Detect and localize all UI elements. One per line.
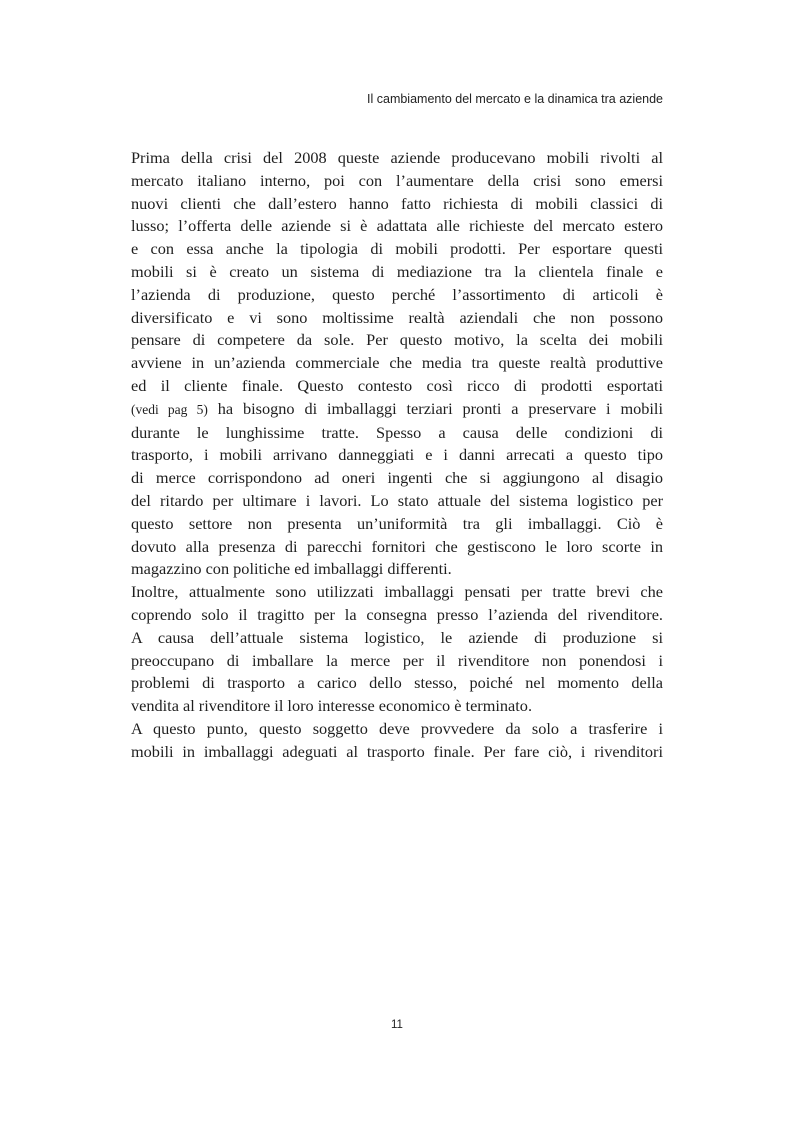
text-line: mobili in imballaggi adeguati al trasporto finale. Per fare ciò, i rivenditori [131,741,663,761]
text-line: pensare di competere da sole. Per questo motivo, la scelta dei mobili [131,330,663,350]
text-line: magazzino con politiche ed imballaggi differenti. [131,559,452,579]
text-line: preoccupano di imballare la merce per il rivenditore non ponendosi i [131,650,663,670]
running-header: Il cambiamento del mercato e la dinamica tra aziende [367,92,663,106]
text-line: l’azienda di produzione, questo perché l’assortimento di articoli è [131,284,663,304]
text-line: avviene in un’azienda commerciale che media tra queste realtà produttive [131,353,663,373]
text-line: diversificato e vi sono moltissime realtà aziendali che non possono [131,307,663,327]
text-line: di merce corrispondono ad oneri ingenti che si aggiungono al disagio [131,468,663,488]
text-line: vendita al rivenditore il loro interesse economico è terminato. [131,696,533,716]
page-number: 11 [391,1019,403,1031]
text-line: e con essa anche la tipologia di mobili prodotti. Per esportare questi [131,239,663,259]
page-reference: (vedi pag 5) [131,401,208,417]
text-line: lusso; l’offerta delle aziende si è adattata alle richieste del mercato estero [131,216,663,236]
text-line: problemi di trasporto a carico dello stesso, poiché nel momento della [131,673,663,693]
text-line: Prima della crisi del 2008 queste aziende producevano mobili rivolti al [131,148,663,167]
text-line: coprendo solo il tragitto per la consegna presso l’azienda del rivenditore. [131,604,663,624]
text-line: questo settore non presenta un’uniformità tra gli imballaggi. Ciò è [131,513,663,533]
text-line: mercato italiano interno, poi con l’aumentare della crisi sono emersi [131,170,663,190]
text-line: A causa dell’attuale sistema logistico, le aziende di produzione si [131,627,663,647]
text-line: trasporto, i mobili arrivano danneggiati e i danni arrecati a questo tipo [131,445,663,465]
text-line: Inoltre, attualmente sono utilizzati imballaggi pensati per tratte brevi che [131,582,663,602]
text-line-rest: ha bisogno di imballaggi terziari pronti a preservare i mobili [217,398,663,418]
text-line: ed il cliente finale. Questo contesto così ricco di prodotti esportati [131,375,663,395]
text-line: nuovi clienti che dall’estero hanno fatto richiesta di mobili classici di [131,193,663,213]
body-text [131,147,663,764]
text-line: durante le lunghissime tratte. Spesso a causa delle condizioni di [131,422,663,442]
text-line: A questo punto, questo soggetto deve provvedere da solo a trasferire i [131,718,663,738]
text-line-with-reference [131,398,663,422]
text-line: dovuto alla presenza di parecchi fornitori che gestiscono le loro scorte in [131,536,663,556]
text-line: mobili si è creato un sistema di mediazione tra la clientela finale e [131,261,663,281]
text-line: del ritardo per ultimare i lavori. Lo stato attuale del sistema logistico per [131,490,663,510]
